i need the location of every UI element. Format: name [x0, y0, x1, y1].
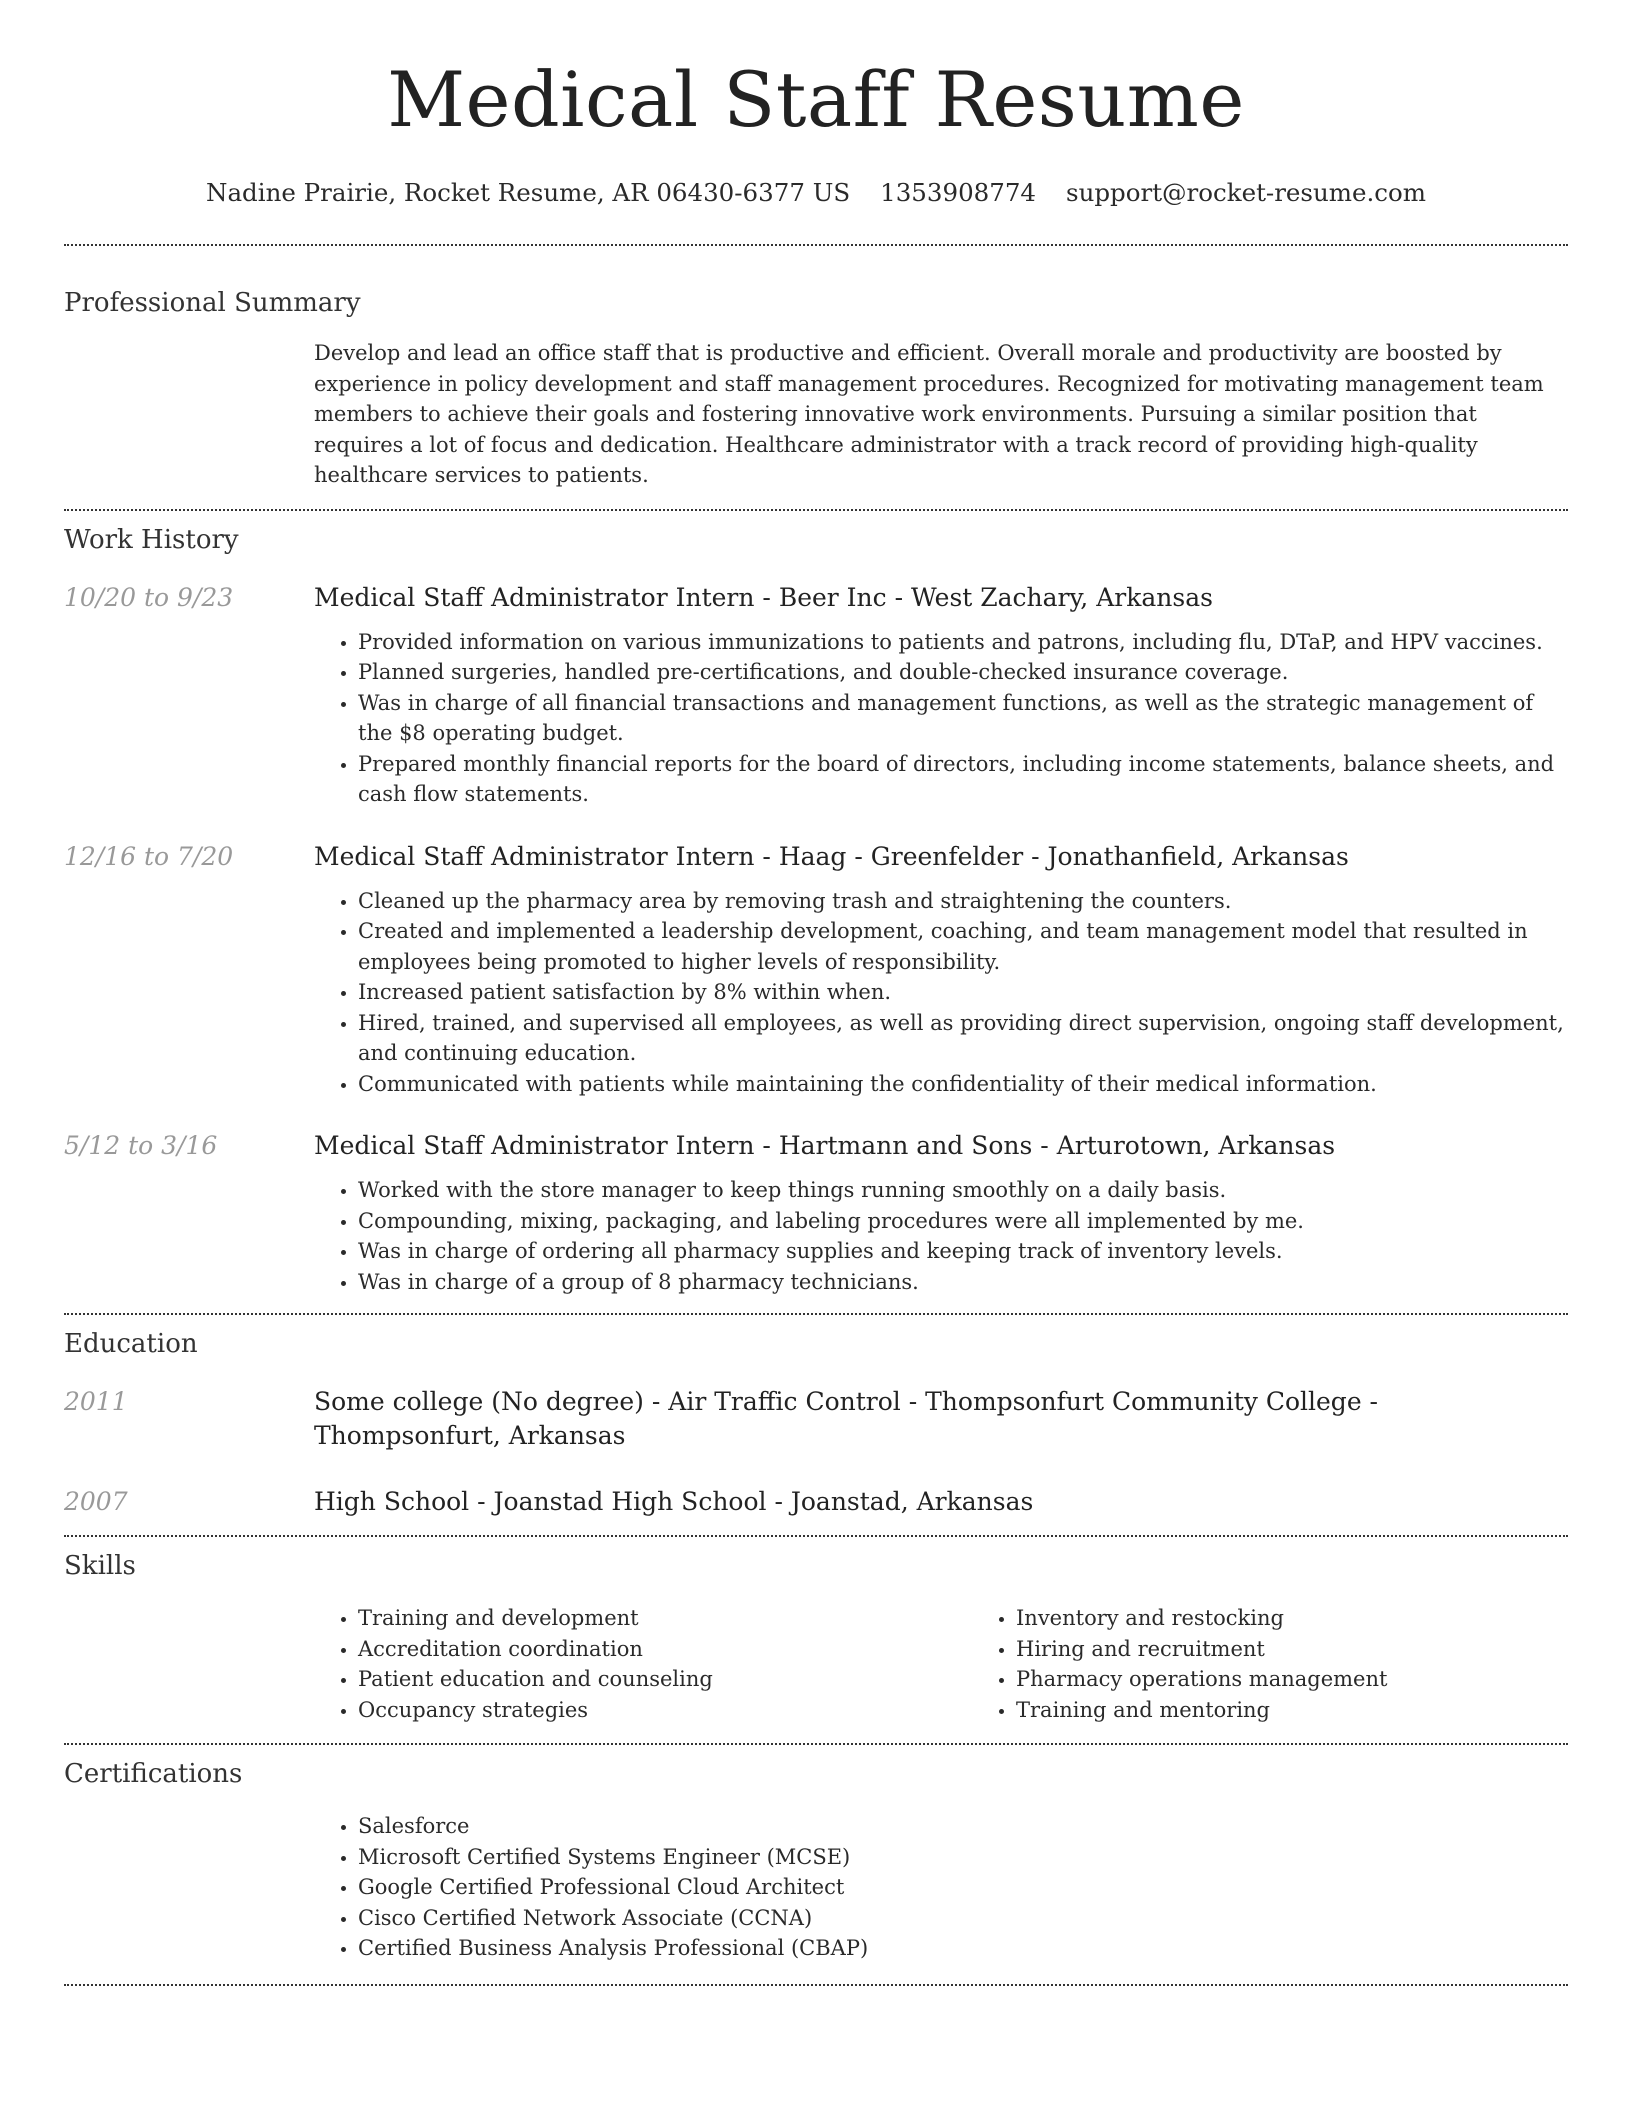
list-item: • Worked with the store manager to keep things running smoothly on a daily basis. [358, 1175, 1568, 1206]
list-item: • Prepared monthly financial reports for the board of directors, including income statements, balance sheets, and cash flow statements. [358, 749, 1568, 810]
contact-email: support@rocket-resume.com [1066, 178, 1426, 207]
contact-address: Nadine Prairie, Rocket Resume, AR 06430-6377 US [206, 178, 851, 207]
list-item: • Hired, trained, and supervised all employees, as well as providing direct supervision, ongoing staff development, and continuing education. [358, 1008, 1568, 1069]
list-item: • Was in charge of a group of 8 pharmacy technicians. [358, 1267, 1568, 1298]
list-item: • Was in charge of ordering all pharmacy supplies and keeping track of inventory levels. [358, 1236, 1568, 1267]
job-entry [64, 1129, 1568, 1297]
skills-spacer [64, 1603, 314, 1725]
skills-list-right [972, 1603, 1630, 1725]
education-detail [314, 1485, 1568, 1519]
divider [64, 1984, 1568, 1986]
education-detail [314, 1385, 1568, 1453]
list-item: • Certified Business Analysis Professional (CBAP) [358, 1933, 1568, 1964]
list-item: • Occupancy strategies [358, 1695, 972, 1726]
list-item: • Patient education and counseling [358, 1664, 972, 1695]
job-dates: 12/16 to 7/20 [64, 841, 234, 871]
section-heading-work: Work History [64, 524, 239, 555]
divider [64, 244, 1568, 246]
list-item: • Google Certified Professional Cloud Architect [358, 1872, 1568, 1903]
skills-row [64, 1603, 1568, 1725]
list-item: • Increased patient satisfaction by 8% within when. [358, 977, 1568, 1008]
education-degree: High School [314, 1487, 470, 1516]
job-entry [64, 840, 1568, 1100]
job-dates: 10/20 to 9/23 [64, 582, 234, 612]
skills-grid [314, 1603, 1630, 1725]
certifications-list [314, 1811, 1568, 1964]
divider [64, 1313, 1568, 1315]
summary-row [64, 338, 1568, 491]
list-item: • Compounding, mixing, packaging, and labeling procedures were all implemented by me. [358, 1206, 1568, 1237]
list-item: • Salesforce [358, 1811, 1568, 1842]
list-item: • Training and development [358, 1603, 972, 1634]
education-year: 2011 [64, 1387, 128, 1416]
list-item: • Cleaned up the pharmacy area by removing trash and straightening the counters. [358, 886, 1568, 917]
contact-phone: 1353908774 [880, 178, 1037, 207]
education-school: - Thompsonfurt Community College - Thompsonfurt, Arkansas [314, 1387, 1379, 1450]
job-dates: 5/12 to 3/16 [64, 1131, 218, 1160]
list-item: • Microsoft Certified Systems Engineer (MCSE) [358, 1842, 1568, 1873]
summary-spacer [64, 338, 314, 491]
job-entry [64, 581, 1568, 810]
job-bullets [314, 1175, 1568, 1297]
job-title: Medical Staff Administrator Intern - Beer Inc - West Zachary, Arkansas [314, 582, 1213, 612]
section-heading-certifications: Certifications [64, 1759, 243, 1789]
certifications-spacer [64, 1811, 314, 1964]
list-item: • Hiring and recruitment [1016, 1634, 1630, 1665]
summary-text: Develop and lead an office staff that is productive and efficient. Overall morale and productivity are boosted by experience in policy development and staff management procedures. Recognized for motivating management team members to achieve their goals and fostering innovative work environments. Pursuing a similar position that requires a lot of focus and dedication. Healthcare administrator with a track record of providing high-quality healthcare services to patients. [314, 341, 1544, 487]
list-item: • Provided information on various immunizations to patients and patrons, including flu, DTaP, and HPV vaccines. [358, 627, 1568, 658]
list-item: • Training and mentoring [1016, 1695, 1630, 1726]
section-heading-skills: Skills [64, 1551, 136, 1581]
job-title: Medical Staff Administrator Intern - Haag - Greenfelder - Jonathanfield, Arkansas [314, 841, 1349, 871]
certifications-row [64, 1811, 1568, 1964]
job-bullets [314, 627, 1568, 810]
list-item: • Created and implemented a leadership development, coaching, and team management model that resulted in employees being promoted to higher levels of responsibility. [358, 916, 1568, 977]
list-item: • Planned surgeries, handled pre-certifications, and double-checked insurance coverage. [358, 657, 1568, 688]
education-degree: Some college (No degree) - Air Traffic Control [314, 1387, 901, 1416]
list-item: • Accreditation coordination [358, 1634, 972, 1665]
skills-list-left [314, 1603, 972, 1725]
resume-title: Medical Staff Resume [387, 55, 1245, 144]
section-heading-summary: Professional Summary [64, 288, 361, 318]
section-heading-education: Education [64, 1329, 198, 1359]
education-entry [64, 1485, 1568, 1519]
divider [64, 1535, 1568, 1537]
list-item: • Pharmacy operations management [1016, 1664, 1630, 1695]
job-title: Medical Staff Administrator Intern - Hartmann and Sons - Arturotown, Arkansas [314, 1131, 1336, 1160]
education-year: 2007 [64, 1487, 128, 1516]
education-entry [64, 1385, 1568, 1453]
list-item: • Inventory and restocking [1016, 1603, 1630, 1634]
list-item: • Cisco Certified Network Associate (CCNA) [358, 1903, 1568, 1934]
resume-page [64, 0, 1568, 1986]
divider [64, 509, 1568, 511]
list-item: • Communicated with patients while maintaining the confidentiality of their medical information. [358, 1069, 1568, 1100]
contact-line [64, 176, 1568, 210]
education-school: - Joanstad High School - Joanstad, Arkansas [469, 1487, 1034, 1516]
list-item: • Was in charge of all financial transactions and management functions, as well as the strategic management of the $8 operating budget. [358, 688, 1568, 749]
job-bullets [314, 886, 1568, 1100]
divider [64, 1743, 1568, 1745]
